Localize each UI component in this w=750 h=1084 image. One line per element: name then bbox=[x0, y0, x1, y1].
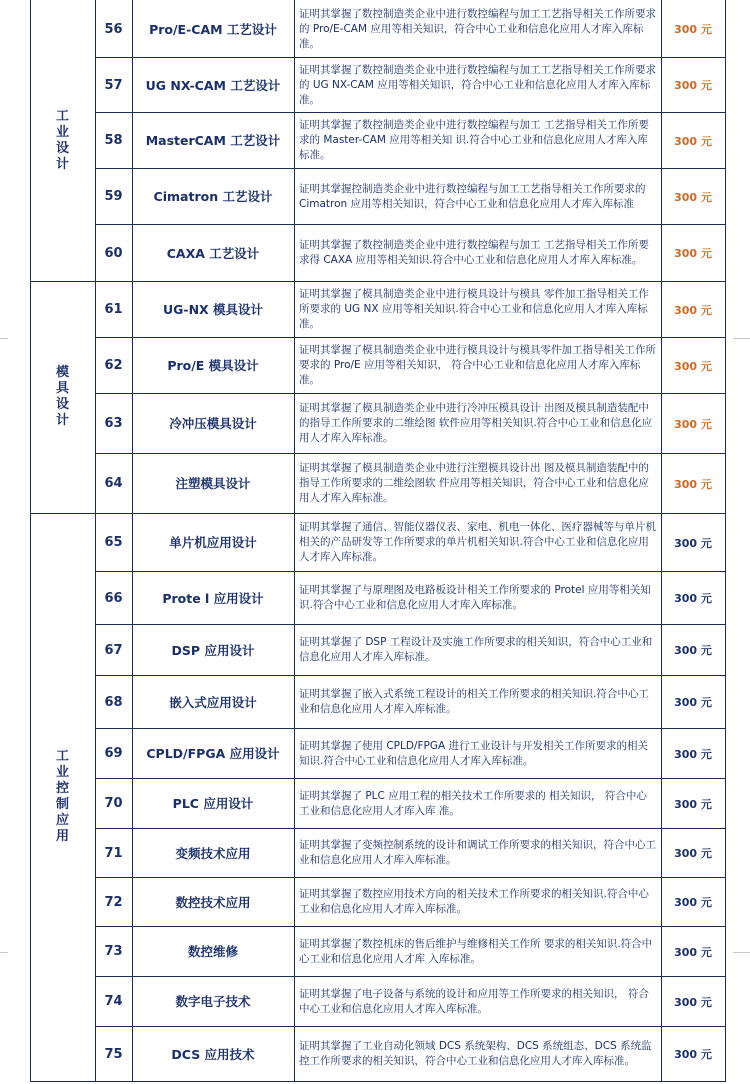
row-divider bbox=[95, 453, 726, 454]
row-divider bbox=[95, 675, 726, 676]
table-bottom-border bbox=[30, 1081, 726, 1082]
row-divider bbox=[95, 828, 726, 829]
course-price: 300 元 bbox=[674, 945, 712, 959]
course-name: 数控维修 bbox=[187, 944, 238, 959]
row-number: 64 bbox=[104, 476, 123, 491]
row-divider bbox=[95, 571, 726, 572]
column-divider bbox=[725, 0, 726, 1082]
row-divider bbox=[95, 112, 726, 113]
course-name: DCS 应用技术 bbox=[171, 1046, 255, 1062]
course-name: Prote l 应用设计 bbox=[162, 590, 264, 606]
course-price: 300 元 bbox=[674, 134, 712, 148]
course-price: 300 元 bbox=[674, 696, 712, 709]
course-name: 单片机应用设计 bbox=[169, 535, 257, 550]
row-divider bbox=[95, 57, 726, 58]
course-description: 证明其掌握了嵌入式系统工程设计的相关工作所要求的相关知识.符合中心工业和信息化应用人才库入库标准。 bbox=[299, 688, 649, 715]
row-number: 75 bbox=[104, 1046, 123, 1062]
course-price: 300 元 bbox=[674, 247, 712, 260]
course-name: UG-NX 模具设计 bbox=[162, 302, 264, 317]
course-name: CAXA 工艺设计 bbox=[166, 245, 260, 261]
category-label: 工业设计 bbox=[55, 108, 69, 172]
course-description: 证明其掌握了模具制造类企业中进行冷冲压模具设计 出图及模具制造装配中的指导工作所要求的二维绘图 软件应用等相关知识.符合中心工业和信息化应用人才库入库标准。 bbox=[299, 402, 653, 444]
course-description: 证明其掌握了数控机床的售后维护与维修相关工作所 要求的相关知识.符合中心工业和信息化应用人才库 入库标准。 bbox=[299, 937, 653, 965]
course-name: UG NX-CAM 工艺设计 bbox=[145, 77, 281, 93]
row-number: 62 bbox=[104, 358, 123, 373]
column-divider bbox=[294, 0, 295, 1082]
row-divider bbox=[95, 168, 726, 169]
course-price: 300 元 bbox=[674, 847, 712, 860]
column-divider bbox=[95, 0, 96, 1082]
course-price: 300 元 bbox=[674, 747, 712, 761]
row-number: 60 bbox=[104, 245, 123, 261]
row-divider bbox=[95, 728, 726, 729]
margin-guide-line bbox=[733, 952, 750, 953]
row-number: 67 bbox=[104, 642, 123, 658]
course-description: 证明其掌握了 PLC 应用工程的相关技术工作所要求的 相关知识， 符合中心工业和信息化应用人才库入库 准。 bbox=[299, 789, 647, 817]
row-divider bbox=[95, 976, 726, 977]
course-description: 证明其掌握了使用 CPLD/FPGA 进行工业设计与开发相关工作所要求的相关知识.符合中心工业和信息化应用人才库入库标准。 bbox=[299, 739, 649, 767]
course-description: 证明其掌握了数控制造类企业中进行数控编程与加工工艺指导相关工作所要求的 Pro/E-CAM 应用等相关知识，符合中心工业和信息化应用人才库入库标准。 bbox=[299, 7, 656, 50]
course-price: 300 元 bbox=[674, 359, 712, 373]
category-cell bbox=[30, 281, 95, 513]
margin-guide-line bbox=[0, 952, 8, 953]
course-name: 冷冲压模具设计 bbox=[169, 416, 257, 431]
row-number: 63 bbox=[104, 416, 123, 431]
row-number: 71 bbox=[104, 845, 123, 861]
course-name: Pro/E-CAM 工艺设计 bbox=[149, 21, 277, 37]
course-name: Cimatron 工艺设计 bbox=[153, 189, 273, 204]
course-name: 数控技术应用 bbox=[175, 894, 251, 910]
course-name: PLC 应用设计 bbox=[172, 796, 254, 811]
course-price: 300 元 bbox=[674, 797, 712, 811]
row-number: 59 bbox=[104, 189, 123, 204]
row-number: 66 bbox=[104, 590, 123, 606]
margin-guide-line bbox=[733, 338, 750, 339]
course-price: 300 元 bbox=[674, 995, 712, 1009]
category-cell bbox=[30, 0, 95, 281]
course-description: 证明其掌握了电子设备与系统的设计和应用等工作所要求的相关知识， 符合中心工业和信息化应用人才库入库标准。 bbox=[299, 987, 649, 1015]
course-description: 证明其掌握了与原理图及电路板设计相关工作所要求的 Protel 应用等相关知识.符合中心工业和信息化应用人才库入库标准。 bbox=[299, 584, 651, 611]
course-name: 变频技术应用 bbox=[175, 845, 251, 861]
row-number: 57 bbox=[104, 77, 123, 93]
course-description: 证明其掌握控制造类企业中进行数控编程与加工工艺指导相关工作所要求的 Cimatron 应用等相关知识，符合中心工业和信息化应用人才库入库标准 bbox=[299, 182, 646, 210]
course-price: 300 元 bbox=[674, 644, 712, 657]
course-price: 300 元 bbox=[674, 536, 712, 550]
category-label: 工业控制应用 bbox=[55, 749, 69, 844]
row-divider bbox=[95, 337, 726, 338]
category-divider bbox=[30, 281, 726, 282]
course-price: 300 元 bbox=[674, 417, 712, 431]
row-number: 65 bbox=[104, 535, 123, 550]
course-description: 证明其掌握了数控制造类企业中进行数控编程与加工 工艺指导相关工作所要求的 Master-CAM 应用等相关知 识.符合中心工业和信息化应用人才库入库标准。 bbox=[299, 119, 649, 161]
course-name: 数字电子技术 bbox=[175, 994, 251, 1009]
row-number: 68 bbox=[104, 694, 123, 710]
row-divider bbox=[95, 778, 726, 779]
course-name: 嵌入式应用设计 bbox=[169, 694, 257, 710]
row-number: 56 bbox=[104, 21, 123, 37]
course-description: 证明其掌握了 DSP 工程设计及实施工作所要求的相关知识，符合中心工业和信息化应用人才库入库标准。 bbox=[299, 636, 653, 663]
course-name: 注塑模具设计 bbox=[175, 476, 251, 491]
row-number: 70 bbox=[104, 796, 123, 811]
row-number: 61 bbox=[104, 302, 123, 317]
row-number: 58 bbox=[104, 133, 123, 148]
course-name: Pro/E 模具设计 bbox=[167, 358, 259, 373]
course-description: 证明其掌握了数控制造类企业中进行数控编程与加工工艺指导相关工作所要求的 UG NX-CAM 应用等相关知识，符合中心工业和信息化应用人才库入库标准。 bbox=[299, 63, 656, 106]
category-cell bbox=[30, 513, 95, 1081]
course-price: 300 元 bbox=[674, 190, 712, 204]
course-description: 证明其掌握了通信、智能仪器仪表、家电、机电一体化、医疗器械等与单片机相关的产品研发等工作所要求的单片机相关知识.符合中心工业和信息化应用人才库入库标准。 bbox=[299, 521, 656, 563]
row-divider bbox=[95, 224, 726, 225]
course-price: 300 元 bbox=[674, 1048, 712, 1061]
row-number: 69 bbox=[104, 746, 123, 761]
course-description: 证明其掌握了数控制造类企业中进行数控编程与加工 工艺指导相关工作所要求得 CAXA 应用等相关知识.符合中心工业和信息化应用人才库入库标准。 bbox=[299, 239, 649, 266]
row-number: 72 bbox=[104, 894, 123, 910]
column-divider bbox=[30, 0, 31, 1082]
course-description: 证明其掌握了工业自动化领域 DCS 系统架构、DCS 系统组态、DCS 系统监控工作所要求的相关知识，符合中心工业和信息化应用人才库入库标准。 bbox=[299, 1040, 652, 1067]
course-name: DSP 应用设计 bbox=[171, 642, 255, 658]
category-divider bbox=[30, 513, 726, 514]
category-label: 模具设计 bbox=[55, 365, 69, 428]
course-description: 证明其掌握了模具制造类企业中进行注塑模具设计出 图及模具制造装配中的指导工作所要求的二维绘图软 件应用等相关知识，符合中心工业和信息化应用人才库入库标准。 bbox=[299, 462, 649, 504]
course-price: 300 元 bbox=[674, 303, 712, 317]
row-divider bbox=[95, 624, 726, 625]
course-price: 300 元 bbox=[674, 896, 712, 909]
row-number: 73 bbox=[104, 944, 123, 959]
row-divider bbox=[95, 926, 726, 927]
course-description: 证明其掌握了变频控制系统的设计和调试工作所要求的相关知识，符合中心工业和信息化应用人才库入库标准。 bbox=[299, 839, 656, 866]
column-divider bbox=[132, 0, 133, 1082]
course-description: 证明其掌握了模具制造类企业中进行模具设计与模具零件加工指导相关工作所要求的 Pro/E 应用等相关知识， 符合中心工业和信息化应用人才库入库标准。 bbox=[299, 344, 656, 386]
row-divider bbox=[95, 393, 726, 394]
row-divider bbox=[95, 877, 726, 878]
course-price: 300 元 bbox=[674, 592, 712, 605]
column-divider bbox=[661, 0, 662, 1082]
course-name: MasterCAM 工艺设计 bbox=[145, 133, 281, 148]
course-price: 300 元 bbox=[674, 79, 712, 92]
course-name: CPLD/FPGA 应用设计 bbox=[146, 746, 280, 761]
course-price: 300 元 bbox=[674, 477, 712, 491]
row-number: 74 bbox=[104, 994, 123, 1009]
course-description: 证明其掌握了模具制造类企业中进行模具设计与模具 零件加工指导相关工作所要求的 UG NX 应用等相关知识.符合中心工业和信息化应用人才库入库标准。 bbox=[299, 288, 649, 330]
row-divider bbox=[95, 1026, 726, 1027]
course-description: 证明其掌握了数控应用技术方向的相关技术工作所要求的相关知识.符合中心工业和信息化应用人才库入库标准。 bbox=[299, 888, 649, 915]
course-price: 300 元 bbox=[674, 23, 712, 36]
margin-guide-line bbox=[0, 338, 8, 339]
